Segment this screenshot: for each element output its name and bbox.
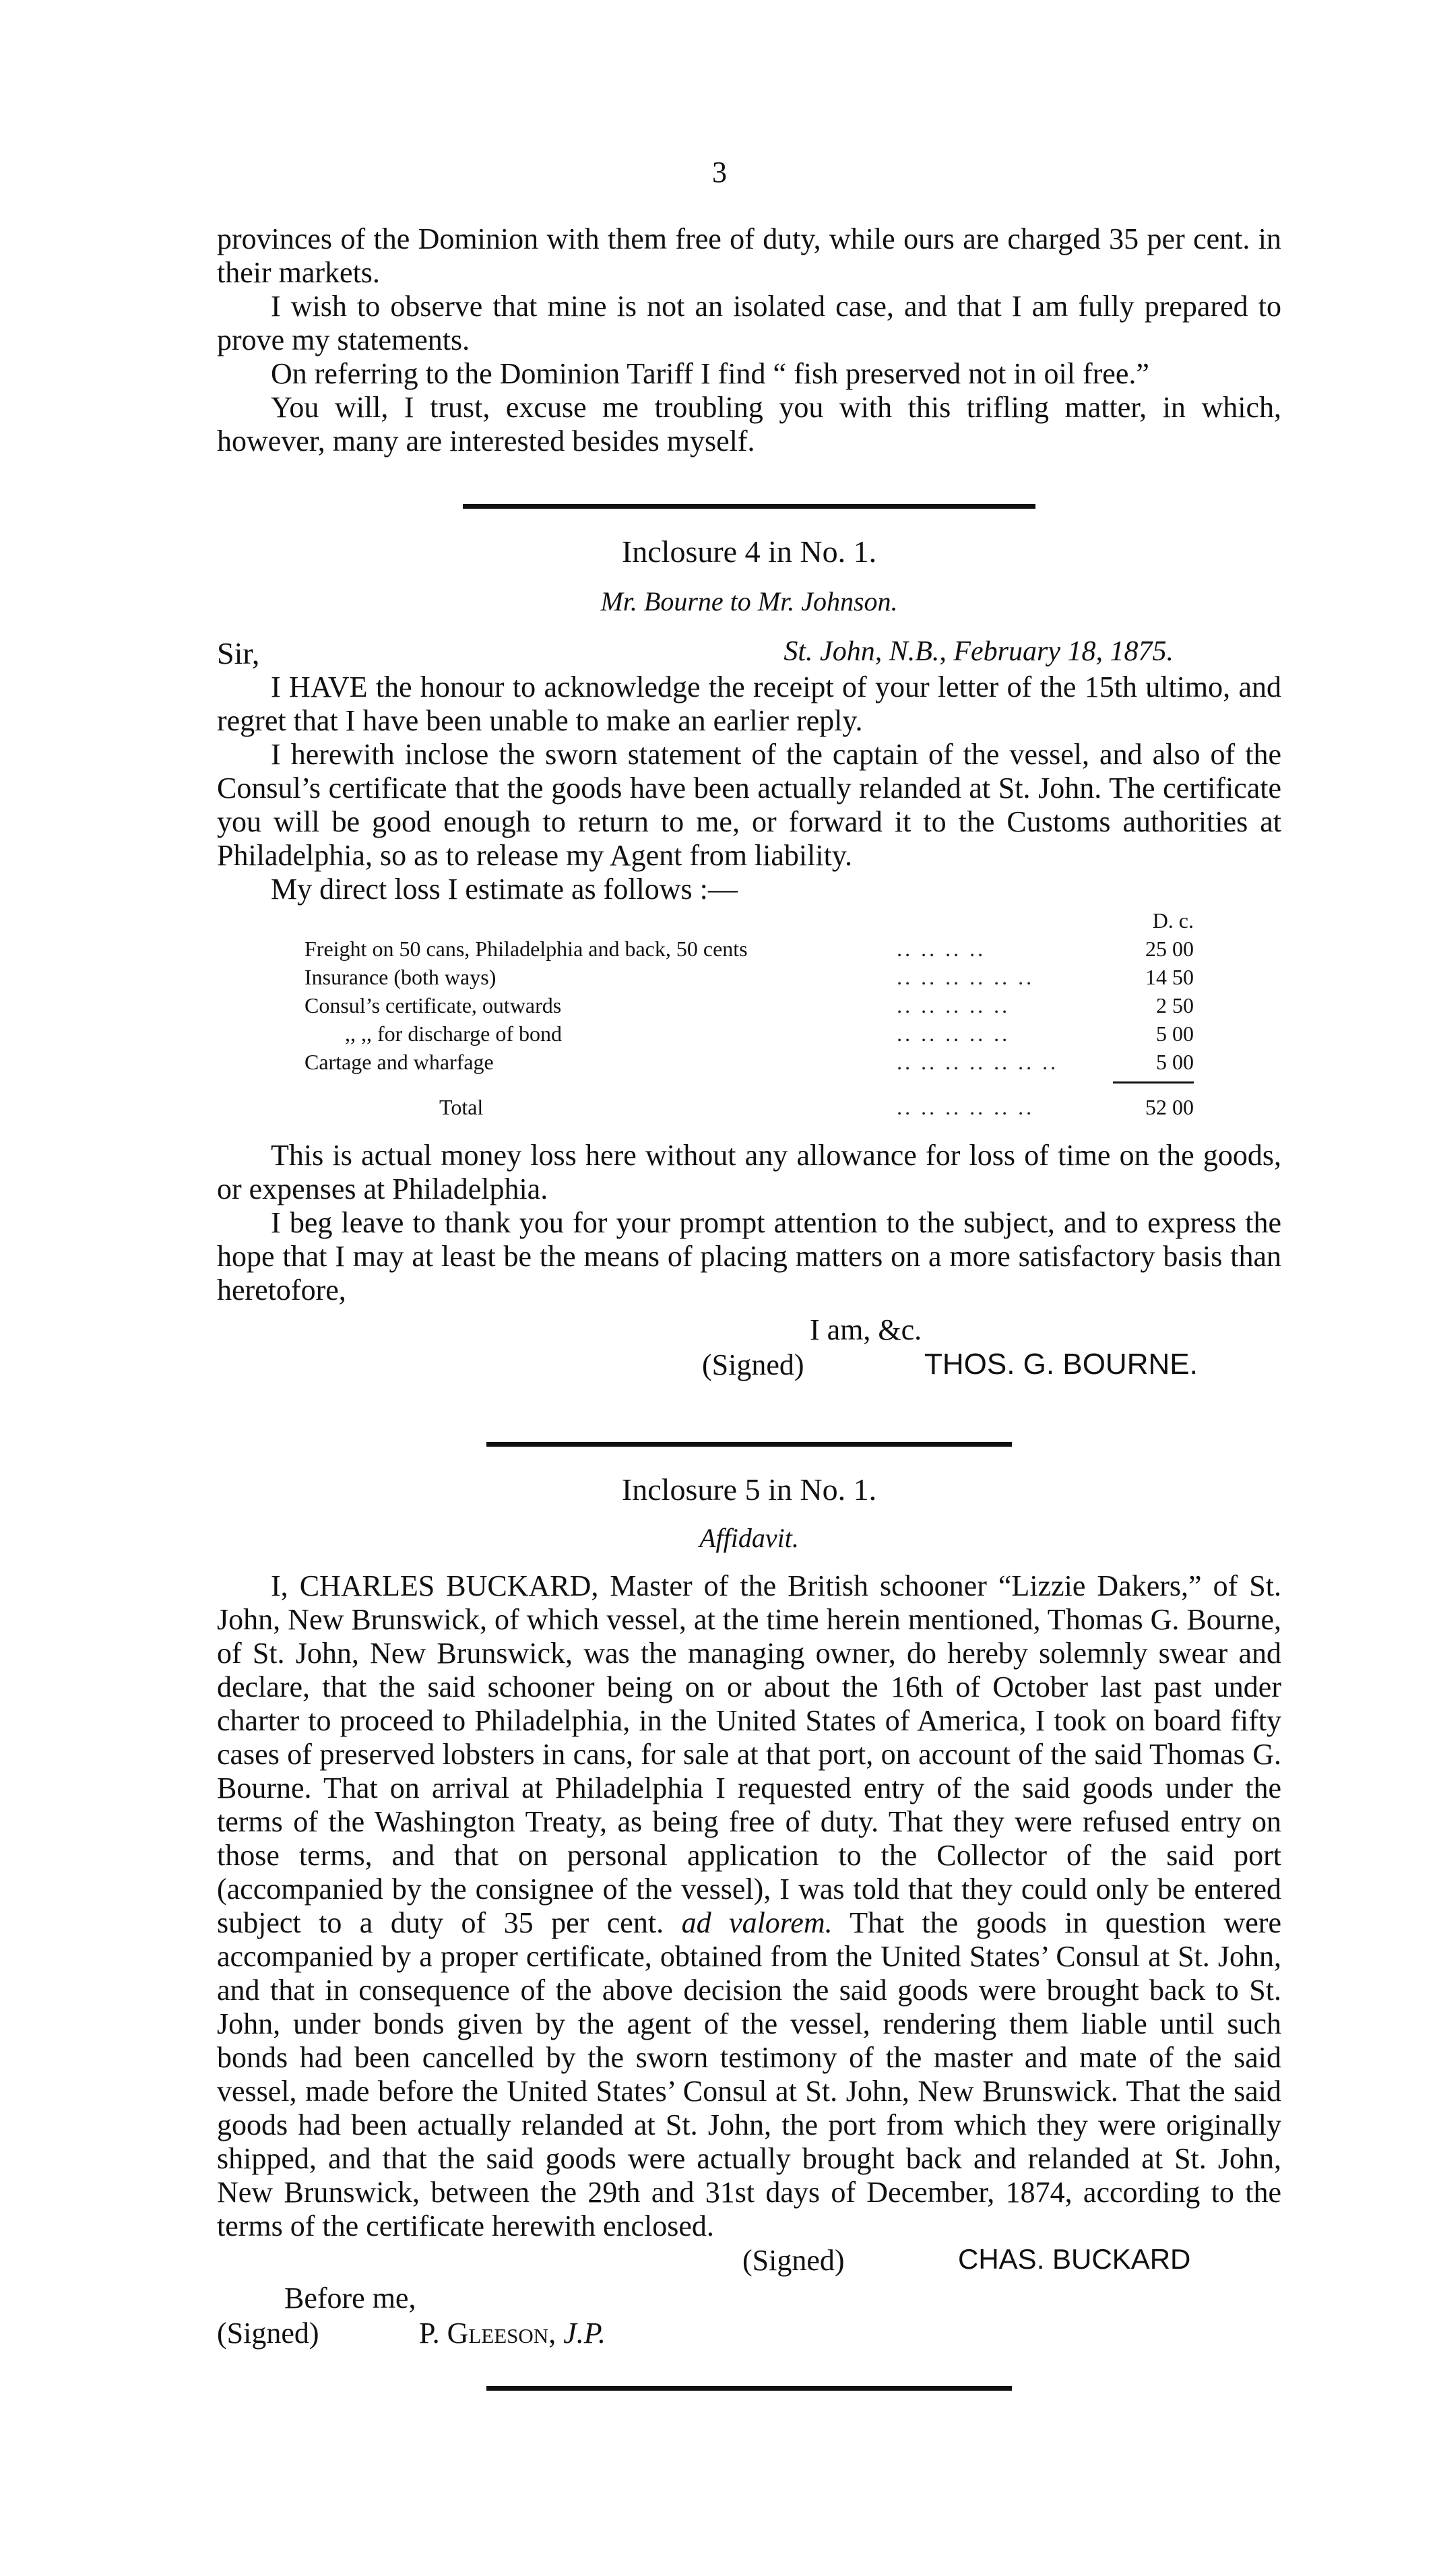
bottom-divider <box>486 2386 1012 2391</box>
loss-amount: 14 50 <box>1145 965 1194 989</box>
loss-amount: 5 00 <box>1156 1050 1194 1074</box>
place-date: St. John, N.B., February 18, 1875. <box>784 636 1174 667</box>
page-number: 3 <box>712 156 727 189</box>
affidavit-italic-phrase: ad valorem. <box>681 1906 833 1939</box>
affidavit-signature-line <box>217 2243 1281 2281</box>
intro-section <box>217 222 1281 458</box>
closing-paragraph-2: I beg leave to thank you for your prompt attention to the subject, and to express the hope that I may at least be the means of placing matters on a more satisfactory basis than heretofore, <box>217 1206 1281 1307</box>
loss-item: ,, ,, for discharge of bond <box>345 1022 562 1046</box>
loss-table-row <box>305 935 1194 963</box>
loss-table-header-row <box>305 906 1194 935</box>
jp-signature-line <box>217 2316 1281 2354</box>
dot-leader: .. .. .. .. .. .. <box>897 965 1035 989</box>
signature-name: CHAS. BUCKARD <box>958 2243 1191 2275</box>
loss-item: Freight on 50 cans, Philadelphia and back, 50 cents <box>305 937 748 961</box>
affidavit-text-part-1: I, CHARLES BUCKARD, Master of the British schooner “Lizzie Dakers,” of St. John, New Brunswick, of which vessel, at the time herein mentioned, Thomas G. Bourne, of St. John, New Brunswick, was the managing owner, do hereby solemnly swear and declare, that the said schooner being on or about the 16th of October last past under charter to proceed to Philadelphia, in the United States of America, I took on board fifty cases of preserved lobsters in cans, for sale at that port, on account of the said Thomas G. Bourne. That on arrival at Philadelphia I requested entry of the said goods under the terms of the Washington Treaty, as being free of duty. That they were refused entry on those terms, and that on personal application to the Collector of the said port (accompanied by the consignee of the vessel), I was told that they could only be entered subject to a duty of 35 per cent. <box>217 1569 1281 1939</box>
letter-header <box>217 635 1281 670</box>
loss-table-row <box>305 991 1194 1019</box>
dot-leader: .. .. .. .. .. <box>897 1022 1011 1046</box>
intro-paragraph-3: On referring to the Dominion Tariff I find “ fish preserved not in oil free.” <box>271 357 1149 390</box>
before-me: Before me, <box>284 2282 416 2315</box>
loss-table-row <box>305 963 1194 991</box>
total-amount: 52 00 <box>1145 1095 1194 1119</box>
loss-amount: 2 50 <box>1156 993 1194 1017</box>
jp-title: J.P. <box>563 2317 606 2350</box>
dot-leader: .. .. .. .. <box>897 937 986 961</box>
loss-amount: 5 00 <box>1156 1022 1194 1046</box>
loss-item: Consul’s certificate, outwards <box>305 993 562 1017</box>
letter-paragraph-2: I herewith inclose the sworn statement of the captain of the vessel, and also of the Consul’s certificate that the goods have been actually relanded at St. John. The certificate you will be good enough to return to me, or forward it to the Customs authorities at Philadelphia, so as to release my Agent from liability. <box>217 738 1281 872</box>
total-label: Total <box>439 1095 484 1119</box>
jp-name-wrap <box>419 2316 606 2350</box>
loss-table-row <box>305 1019 1194 1048</box>
signature-line <box>217 1348 1281 1385</box>
signature-name: THOS. G. BOURNE. <box>924 1348 1198 1381</box>
inclosure-5-heading: Inclosure 5 in No. 1. <box>621 1472 877 1507</box>
intro-paragraph-2: I wish to observe that mine is not an isolated case, and that I am fully prepared to prove my statements. <box>217 290 1281 356</box>
loss-table-row <box>305 1048 1194 1076</box>
loss-total-row <box>305 1093 1194 1121</box>
inclosure-5-subheading: Affidavit. <box>699 1523 799 1553</box>
dot-leader: .. .. .. .. .. .. .. <box>897 1050 1059 1074</box>
intro-paragraph-4: You will, I trust, excuse me troubling you with this trifling matter, in which, however, many are interested besides myself. <box>217 391 1281 458</box>
loss-table <box>305 906 1194 1121</box>
dot-leader: .. .. .. .. .. <box>897 993 1011 1017</box>
jp-name: P. Gleeson, <box>419 2317 556 2350</box>
inclosure-4-heading: Inclosure 4 in No. 1. <box>621 534 877 569</box>
affidavit-text-part-2: That the goods in question were accompanied by a proper certificate, obtained from the United States’ Consul at St. John, and that in consequence of the above decision the said goods were brought back to St. John, under bonds given by the agent of the vessel, rendering them liable until such bonds had been cancelled by the sworn testimony of the master and mate of the said vessel, made before the United States’ Consul at St. John, New Brunswick. That the said goods had been actually relanded at St. John, the port from which they were originally shipped, and that the said goods were actually brought back and relanded at St. John, New Brunswick, between the 29th and 31st days of December, 1874, according to the terms of the certificate herewith enclosed. <box>217 1906 1281 2242</box>
jp-signed-label: (Signed) <box>217 2317 319 2350</box>
signed-label: (Signed) <box>702 1348 804 1381</box>
currency-header: D. c. <box>1152 908 1194 933</box>
letter-paragraph-3: My direct loss I estimate as follows :— <box>271 873 738 906</box>
loss-amount: 25 00 <box>1145 937 1194 961</box>
dot-leader: .. .. .. .. .. .. <box>897 1095 1035 1119</box>
signed-label: (Signed) <box>742 2244 845 2277</box>
loss-item: Cartage and wharfage <box>305 1050 494 1074</box>
loss-item: Insurance (both ways) <box>305 965 497 989</box>
intro-paragraph-1: provinces of the Dominion with them free of duty, while ours are charged 35 per cent. in their markets. <box>217 222 1281 289</box>
section-divider <box>486 1442 1012 1447</box>
letter-paragraph-1: I HAVE the honour to acknowledge the receipt of your letter of the 15th ultimo, and regret that I have been unable to make an earlier reply. <box>217 670 1281 737</box>
valediction: I am, &c. <box>810 1313 922 1346</box>
salutation: Sir, <box>217 636 260 670</box>
closing-paragraph-1: This is actual money loss here without any allowance for loss of time on the goods, or expenses at Philadelphia. <box>217 1139 1281 1205</box>
inclosure-5-section <box>217 1442 1281 2391</box>
section-divider <box>463 504 1035 509</box>
inclosure-4-section <box>217 504 1281 1385</box>
inclosure-4-subheading: Mr. Bourne to Mr. Johnson. <box>600 586 898 617</box>
affidavit-body <box>217 1569 1281 2243</box>
total-rule <box>1113 1081 1194 1083</box>
